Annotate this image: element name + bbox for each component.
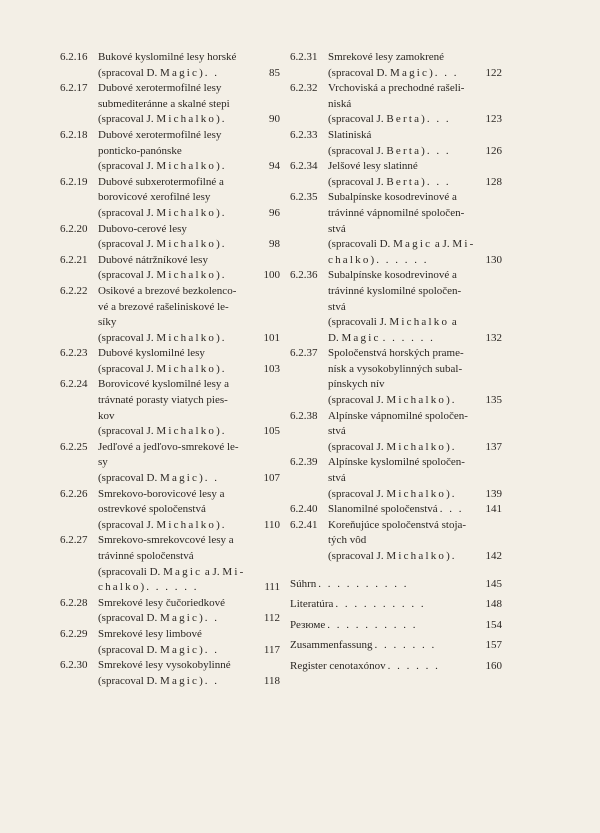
toc-leader-dots: . .: [204, 612, 220, 625]
toc-leader-dots: . .: [204, 66, 220, 79]
toc-entry: [60, 658, 280, 689]
toc-entry-number: 6.2.21: [60, 253, 88, 266]
toc-page-number: 154: [485, 618, 502, 631]
toc-entry-title: Literatúra: [290, 598, 334, 611]
toc-entry-author: (spracoval J. Michalko): [328, 487, 450, 500]
toc-leader-dots: . .: [204, 674, 220, 687]
toc-page-number: 135: [485, 394, 502, 407]
toc-entry-title-line: Dubové nátržníkové lesy: [98, 253, 208, 266]
toc-entry-title-line: Spoločenstvá horských prame-: [328, 347, 464, 360]
toc-entry: [290, 346, 502, 408]
toc-page-number: 145: [485, 577, 502, 590]
toc-entry-number: 6.2.20: [60, 222, 88, 235]
toc-page-number: 98: [269, 238, 280, 251]
toc-entry-author: (spracoval D. Magic): [98, 472, 203, 485]
toc-page-number: 105: [263, 425, 280, 438]
toc-entry-last-line: [328, 393, 502, 409]
toc-entry-last-line: [328, 253, 502, 269]
toc-entry-author: (spracoval J. Michalko): [98, 238, 220, 251]
toc-entry-title: Register cenotaxónov: [290, 659, 386, 672]
toc-entry-last-line: [98, 112, 280, 128]
toc-page-number: 112: [263, 612, 280, 625]
toc-entry-last-line: [328, 66, 502, 82]
toc-entry-author: (spracoval J. Berta): [328, 175, 425, 188]
toc-page-number: 110: [263, 518, 280, 531]
toc-page-number: 103: [263, 362, 280, 375]
toc-page-number: 148: [485, 598, 502, 611]
toc-entry-author: (spracoval J. Michalko): [98, 518, 220, 531]
toc-back-matter-entry: [290, 659, 502, 675]
toc-entry-body: [60, 627, 280, 658]
toc-leader-dots: .: [221, 269, 227, 282]
toc-entry-title-line: Jedľové a jedľovo-smrekové le-: [98, 440, 239, 453]
toc-entry-body: [60, 377, 280, 439]
toc-entry-title-line: Slatiniská: [328, 128, 372, 141]
toc-entry-number: 6.2.24: [60, 378, 88, 391]
toc-entry-title-line: Subalpínske kosodrevinové a: [328, 191, 457, 204]
toc-leader-dots: . . . . . .: [382, 331, 435, 344]
toc-entry-body: [60, 222, 280, 253]
toc-entry-title-line: Smrekovo-borovicové lesy a: [98, 487, 225, 500]
toc-entry: [290, 190, 502, 268]
toc-entry-body: [290, 638, 502, 654]
toc-leader-dots: . . . . . .: [146, 581, 199, 594]
toc-leader-dots: .: [221, 160, 227, 173]
toc-entry-number: 6.2.25: [60, 440, 88, 453]
toc-entry-title-line: trávinné vápnomilné spoločen-: [328, 206, 465, 219]
toc-entry-title-line: pínskych nív: [328, 378, 385, 391]
toc-entry-author: (spracoval J. Berta): [328, 144, 425, 157]
toc-entry: [290, 502, 502, 518]
toc-leader-dots: .: [451, 394, 457, 407]
toc-entry-author: (spracoval D. Magic): [98, 674, 203, 687]
toc-entry-number: 6.2.36: [290, 269, 318, 282]
toc-entry-author: chalko): [98, 581, 145, 594]
toc-entry: [60, 253, 280, 284]
toc-entry-author: (spracoval J. Michalko): [98, 362, 220, 375]
toc-entry-author: Slanomilné spoločenstvá: [328, 503, 438, 516]
toc-entry-body: [290, 81, 502, 128]
toc-entry-author: (spracoval D. Magic): [98, 66, 203, 79]
toc-leader-dots: .: [451, 440, 457, 453]
toc-entry-number: 6.2.41: [290, 518, 318, 531]
toc-page-number: 141: [485, 503, 502, 516]
toc-leader-dots: . . . . . . .: [374, 639, 437, 652]
toc-entry: [60, 596, 280, 627]
toc-page-number: 107: [263, 472, 280, 485]
toc-entry-last-line: [328, 112, 502, 128]
toc-back-matter-entry: [290, 618, 502, 634]
toc-entry-number: 6.2.16: [60, 51, 88, 63]
toc-entry-body: [290, 409, 502, 456]
toc-entry-body: [60, 253, 280, 284]
toc-entry-title-line: ponticko-panónske: [98, 144, 182, 157]
toc-entry-author: chalko): [328, 253, 375, 266]
toc-entry-last-line: [98, 643, 280, 659]
toc-leader-dots: . .: [204, 643, 220, 656]
toc-entry-title-line: niská: [328, 97, 352, 110]
toc-page-number: 142: [485, 550, 502, 562]
toc-entry-title-line: Dubové subxerotermofilné a: [98, 175, 224, 188]
toc-entry-number: 6.2.18: [60, 128, 88, 141]
toc-entry-number: 6.2.30: [60, 659, 88, 672]
toc-entry: [290, 518, 502, 565]
toc-leader-dots: .: [221, 113, 227, 126]
toc-entry-title-line: Dubové kyslomilné lesy: [98, 347, 205, 360]
toc-entry-author: (spracoval J. Michalko): [328, 440, 450, 453]
toc-left-column: [60, 50, 280, 689]
toc-entry-title-line: Bukové kyslomilné lesy horské: [98, 51, 237, 63]
toc-entry: [290, 50, 502, 81]
toc-entry-title-line: nísk a vysokobylinných subal-: [328, 362, 463, 375]
toc-entry: [60, 81, 280, 128]
toc-entry-author: (spracoval D. Magic): [328, 66, 433, 79]
toc-entry-body: [290, 597, 502, 613]
toc-page-number: 160: [485, 659, 502, 672]
toc-entry: [60, 50, 280, 81]
toc-entry-number: 6.2.17: [60, 82, 88, 95]
toc-entry-body: [60, 346, 280, 377]
toc-entry-title-line: Dubové xerotermofilné lesy: [98, 128, 222, 141]
toc-entry-title-line: ostrevkové spoločenstvá: [98, 503, 206, 516]
toc-entry-body: [60, 596, 280, 627]
toc-entry-last-line: [98, 518, 280, 534]
toc-entry-title-line: (spracovali J. Michalko a: [328, 316, 457, 329]
toc-entry-body: [290, 346, 502, 408]
toc-entry-title-line: vé a brezové rašeliniskové le-: [98, 300, 229, 313]
toc-entry-last-line: [98, 611, 280, 627]
toc-page-number: 117: [263, 643, 280, 656]
toc-entry-body: [290, 659, 502, 675]
toc-entry-last-line: [328, 144, 502, 160]
toc-entry: [290, 81, 502, 128]
toc-entry: [60, 377, 280, 439]
toc-entry-title-line: tých vôd: [328, 534, 367, 547]
toc-entry-number: 6.2.22: [60, 284, 88, 297]
toc-entry-author: (spracoval J. Michalko): [328, 550, 450, 562]
toc-entry-author: (spracoval J. Michalko): [328, 394, 450, 407]
toc-entry-number: 6.2.28: [60, 596, 88, 609]
toc-leader-dots: .: [221, 238, 227, 251]
toc-entry: [290, 409, 502, 456]
toc-leader-dots: . .: [204, 472, 220, 485]
toc-entry-number: 6.2.27: [60, 534, 88, 547]
toc-entry-body: [60, 658, 280, 689]
toc-entry-title-line: Subalpínske kosodrevinové a: [328, 269, 457, 282]
toc-entry-number: 6.2.34: [290, 160, 318, 173]
toc-entry-number: 6.2.26: [60, 487, 88, 500]
toc-leader-dots: .: [451, 550, 457, 562]
toc-entry-author: (spracoval J. Michalko): [98, 160, 220, 173]
toc-entry-title-line: sy: [98, 456, 108, 469]
toc-leader-dots: . . .: [434, 66, 459, 79]
toc-entry-author: (spracoval D. Magic): [98, 612, 203, 625]
toc-entry-author: (spracoval J. Berta): [328, 113, 425, 126]
toc-entry-number: 6.2.23: [60, 347, 88, 360]
toc-page-number: 128: [485, 175, 502, 188]
toc-back-matter-entry: [290, 597, 502, 613]
toc-entry-last-line: [328, 549, 502, 565]
toc-entry-body: [290, 190, 502, 268]
toc-leader-dots: . . . . . . . . . .: [335, 598, 426, 611]
toc-entry-number: 6.2.40: [290, 503, 318, 516]
toc-right-column: [290, 50, 502, 680]
toc-entry: [290, 455, 502, 502]
toc-entry-author: (spracoval J. Michalko): [98, 331, 220, 344]
toc-entry-title-line: (spracovali D. Magic a J. Mi-: [98, 565, 246, 578]
toc-entry-last-line: [98, 362, 280, 378]
toc-entry-title-line: Smrekové lesy limbové: [98, 627, 202, 640]
toc-entry-last-line: [290, 659, 502, 675]
toc-entry-title-line: stvá: [328, 472, 346, 485]
toc-entry: [60, 440, 280, 487]
toc-entry-author: (spracoval D. Magic): [98, 643, 203, 656]
toc-entry-title-line: stvá: [328, 300, 346, 313]
toc-entry-last-line: [98, 66, 280, 82]
toc-entry-title-line: Dubovo-cerové lesy: [98, 222, 187, 235]
toc-entry-title-line: Smrekovo-smrekovcové lesy a: [98, 534, 234, 547]
toc-entry: [290, 128, 502, 159]
toc-page-number: 130: [485, 253, 502, 266]
toc-entry-last-line: [328, 487, 502, 503]
toc-entry-author: (spracoval J. Michalko): [98, 113, 220, 126]
toc-leader-dots: . . .: [439, 503, 464, 516]
toc-entry-author: (spracoval J. Michalko): [98, 269, 220, 282]
toc-entry-number: 6.2.29: [60, 627, 88, 640]
toc-entry: [60, 627, 280, 658]
toc-entry-title-line: Osikové a brezové bezkolenco-: [98, 284, 237, 297]
toc-entry-title-line: Smrekové lesy čučoriedkové: [98, 596, 226, 609]
toc-entry-number: 6.2.38: [290, 409, 318, 422]
toc-leader-dots: . . . . . .: [387, 659, 440, 672]
toc-entry-last-line: [328, 175, 502, 191]
toc-page-number: 101: [263, 331, 280, 344]
toc-entry-body: [60, 440, 280, 487]
toc-entry-title-line: Borovicové kyslomilné lesy a: [98, 378, 230, 391]
toc-page-number: 118: [263, 674, 280, 687]
toc-entry-title-line: Dubové xerotermofilné lesy: [98, 82, 222, 95]
toc-entry-last-line: [290, 597, 502, 613]
toc-entry: [60, 175, 280, 222]
toc-entry-body: [290, 577, 502, 593]
toc-entry-body: [290, 455, 502, 502]
toc-entry-body: [290, 50, 502, 81]
toc-entry-body: [60, 81, 280, 128]
toc-entry-number: 6.2.39: [290, 456, 318, 469]
toc-entry: [60, 128, 280, 175]
toc-page-number: 137: [485, 440, 502, 453]
toc-leader-dots: .: [221, 331, 227, 344]
toc-page-number: 139: [485, 487, 502, 500]
toc-entry-last-line: [328, 331, 502, 347]
toc-leader-dots: . . .: [426, 113, 451, 126]
toc-entry-body: [60, 128, 280, 175]
toc-entry-number: 6.2.32: [290, 82, 318, 95]
toc-entry-body: [290, 128, 502, 159]
toc-entry-body: [290, 268, 502, 346]
toc-page-number: 123: [485, 113, 502, 126]
toc-entry-title-line: stvá: [328, 222, 346, 235]
toc-entry: [60, 222, 280, 253]
toc-entry-last-line: [328, 440, 502, 456]
toc-entry-last-line: [98, 674, 280, 690]
toc-leader-dots: .: [221, 425, 227, 438]
toc-entry: [60, 284, 280, 346]
toc-entry-number: 6.2.31: [290, 51, 318, 63]
toc-leader-dots: . . .: [426, 175, 451, 188]
toc-back-matter-entry: [290, 577, 502, 593]
toc-entry-title: Zusammenfassung: [290, 639, 373, 652]
toc-entry-title-line: submediteránne a skalné stepi: [98, 97, 230, 110]
toc-entry-author: D. Magic: [328, 331, 381, 344]
toc-back-matter-entry: [290, 638, 502, 654]
toc-entry-author: (spracoval J. Michalko): [98, 206, 220, 219]
toc-entry-last-line: [98, 331, 280, 347]
toc-entry-number: 6.2.33: [290, 128, 318, 141]
toc-entry: [290, 268, 502, 346]
toc-leader-dots: .: [221, 518, 227, 531]
toc-entry-number: 6.2.19: [60, 175, 88, 188]
toc-leader-dots: . . . . . .: [376, 253, 429, 266]
toc-page-number: 94: [269, 160, 280, 173]
toc-leader-dots: . . . . . . . . . .: [327, 618, 418, 631]
toc-entry-title-line: trávnaté porasty viatych pies-: [98, 394, 228, 407]
toc-page-number: 132: [485, 331, 502, 344]
toc-entry-last-line: [98, 268, 280, 284]
toc-entry-title-line: kov: [98, 409, 115, 422]
toc-entry-number: 6.2.35: [290, 191, 318, 204]
toc-entry-author: (spracoval J. Michalko): [98, 425, 220, 438]
toc-entry-title: Резюме: [290, 618, 326, 631]
toc-leader-dots: . . . . . . . . . .: [318, 577, 409, 590]
toc-leader-dots: .: [451, 487, 457, 500]
toc-entry-last-line: [98, 237, 280, 253]
toc-entry-title-line: Smrekové lesy zamokrené: [328, 51, 445, 63]
toc-entry-title-line: trávinné kyslomilné spoločen-: [328, 284, 462, 297]
toc-entry-title-line: Koreňujúce spoločenstvá stoja-: [328, 518, 467, 531]
toc-entry-body: [60, 50, 280, 81]
toc-entry-title-line: Jelšové lesy slatinné: [328, 160, 418, 173]
toc-page-number: 157: [485, 639, 502, 652]
toc-leader-dots: . . .: [426, 144, 451, 157]
toc-entry: [60, 346, 280, 377]
toc-entry-title-line: Alpínske vápnomilné spoločen-: [328, 409, 468, 422]
toc-entry-title-line: Smrekové lesy vysokobylinné: [98, 659, 231, 672]
toc-entry-title-line: síky: [98, 316, 117, 329]
toc-entry-last-line: [98, 424, 280, 440]
toc-entry-title-line: Alpínske kyslomilné spoločen-: [328, 456, 465, 469]
toc-entry-body: [60, 533, 280, 595]
toc-page-number: 100: [263, 269, 280, 282]
toc-page-number: 126: [485, 144, 502, 157]
toc-page-number: 111: [264, 581, 280, 594]
toc-entry-body: [290, 159, 502, 190]
toc-entry-title: Súhrn: [290, 577, 317, 590]
toc-entry-title-line: (spracovali D. Magic a J. Mi-: [328, 238, 476, 251]
toc-entry-body: [290, 502, 502, 518]
toc-entry-title-line: stvá: [328, 425, 346, 438]
toc-entry-body: [290, 518, 502, 565]
toc-entry-body: [290, 618, 502, 634]
toc-entry-number: 6.2.37: [290, 347, 318, 360]
toc-leader-dots: .: [221, 362, 227, 375]
toc-entry-last-line: [98, 159, 280, 175]
toc-entry-body: [60, 487, 280, 534]
toc-page-number: 96: [269, 206, 280, 219]
toc-page-number: 122: [485, 66, 502, 79]
toc-entry-last-line: [98, 206, 280, 222]
toc-entry-last-line: [290, 638, 502, 654]
toc-entry: [60, 533, 280, 595]
toc-leader-dots: .: [221, 206, 227, 219]
toc-entry: [60, 487, 280, 534]
toc-entry-title-line: Vrchoviská a prechodné rašeli-: [328, 82, 465, 95]
toc-entry-last-line: [98, 471, 280, 487]
toc-entry-body: [60, 284, 280, 346]
toc-entry-body: [60, 175, 280, 222]
toc-entry: [290, 159, 502, 190]
toc-entry-last-line: [98, 580, 280, 596]
toc-page-number: 90: [269, 113, 280, 126]
toc-entry-last-line: [328, 502, 502, 518]
toc-entry-last-line: [290, 618, 502, 634]
toc-entry-last-line: [290, 577, 502, 593]
toc-page-number: 85: [269, 66, 280, 79]
toc-entry-title-line: borovicové xerofilné lesy: [98, 191, 211, 204]
toc-entry-title-line: trávinné spoločenstvá: [98, 550, 194, 562]
